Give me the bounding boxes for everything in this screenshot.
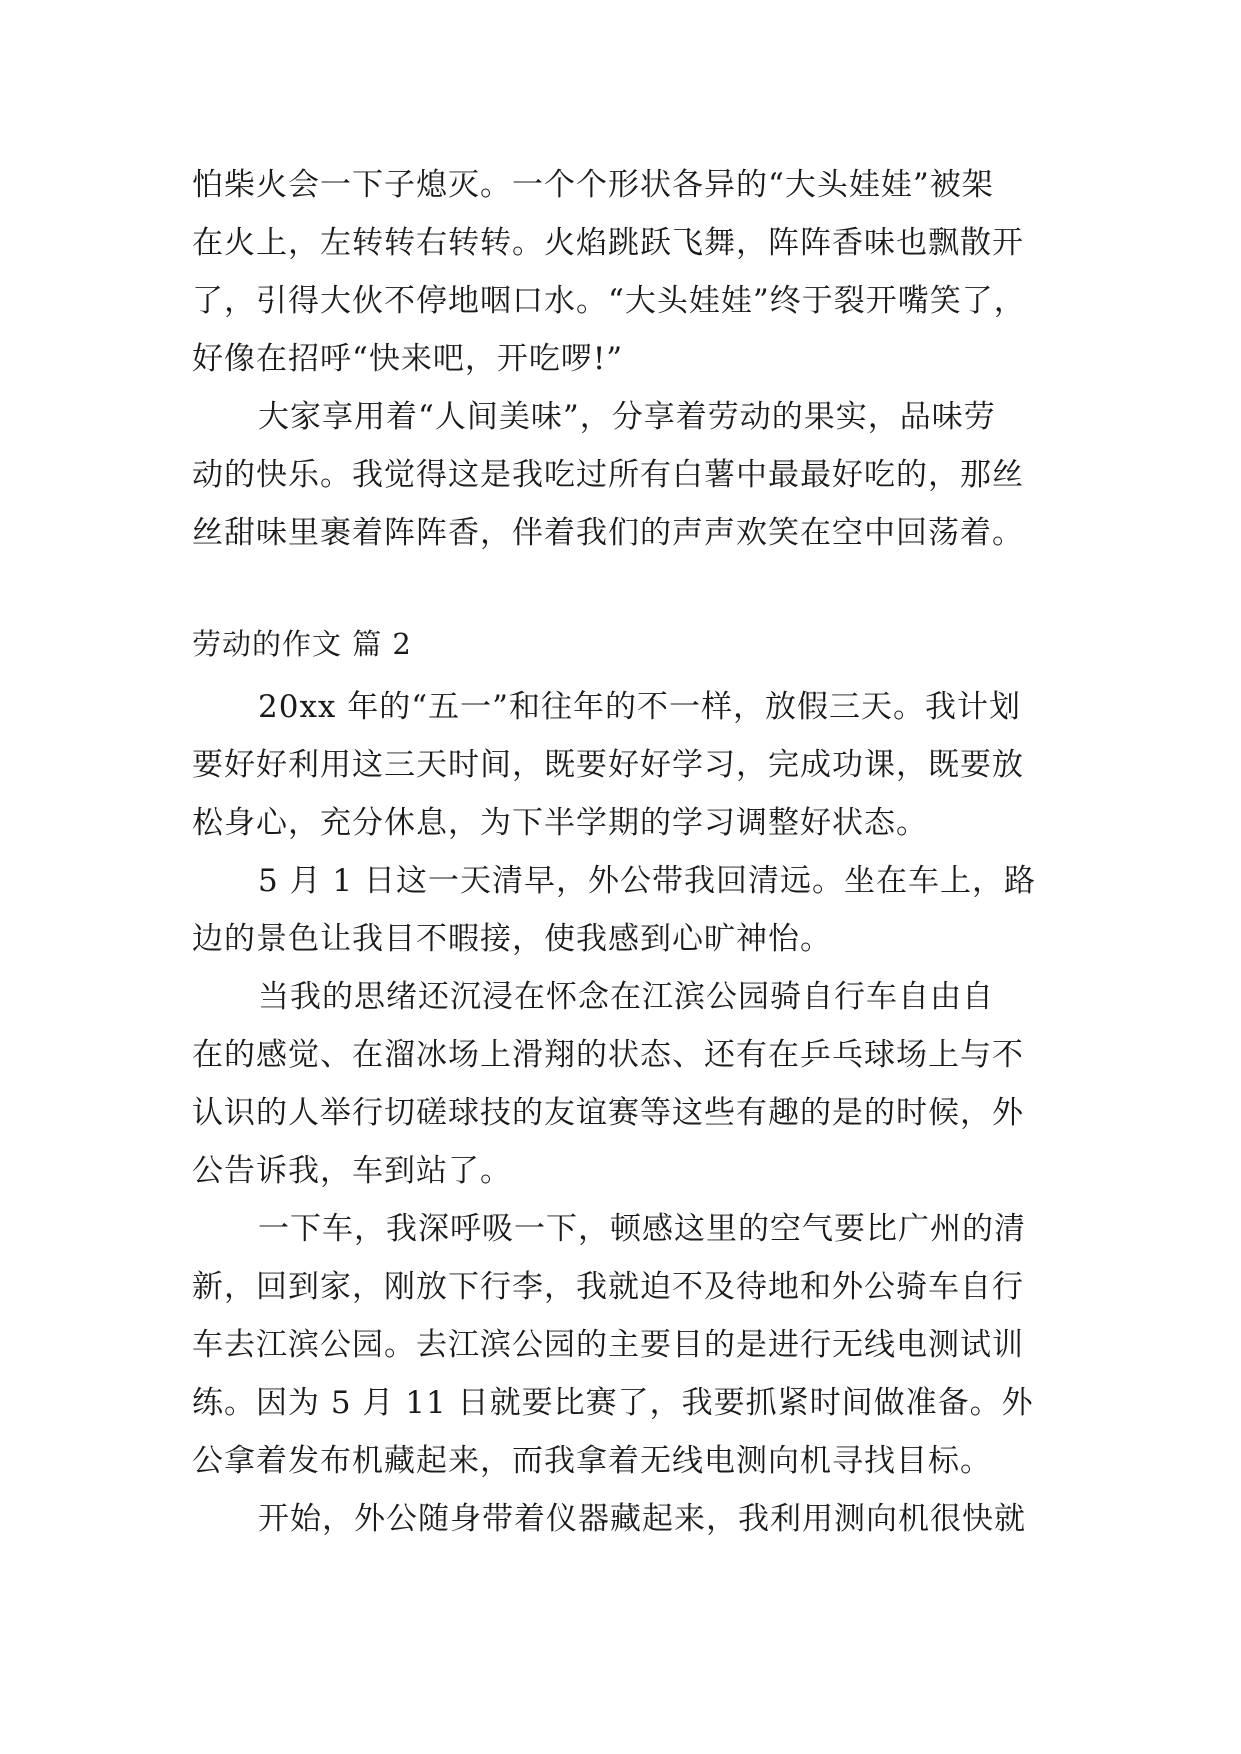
text-line: 认识的人举行切磋球技的友谊赛等这些有趣的是的时候，外 [192,1095,1024,1131]
paragraph [192,968,1062,1200]
text-line: 车去江滨公园。去江滨公园的主要目的是进行无线电测试训 [192,1327,1024,1363]
text-line: 练。因为 5 月 11 日就要比赛了，我要抓紧时间做准备。外 [192,1385,1034,1421]
section-heading: 劳动的作文 篇 2 [192,627,412,661]
text-line: 在的感觉、在溜冰场上滑翔的状态、还有在乒乓球场上与不 [192,1037,1024,1073]
essay-part-2 [192,678,1062,1548]
text-line: 开始，外公随身带着仪器藏起来，我利用测向机很快就 [258,1501,1026,1537]
text-line: 5 月 1 日这一天清早，外公带我回清远。坐在车上，路 [258,863,1037,899]
text-line: 一下车，我深呼吸一下，顿感这里的空气要比广州的清 [258,1211,1026,1247]
text-line: 丝甜味里裹着阵阵香，伴着我们的声声欢笑在空中回荡着。 [192,515,1024,551]
text-line: 新，回到家，刚放下行李，我就迫不及待地和外公骑车自行 [192,1269,1024,1305]
text-line: 边的景色让我目不暇接，使我感到心旷神怡。 [192,921,832,957]
paragraph [192,1200,1062,1490]
text-line: 动的快乐。我觉得这是我吃过所有白薯中最最好吃的，那丝 [192,457,1024,493]
text-line: 要好好利用这三天时间，既要好好学习，完成功课，既要放 [192,747,1024,783]
text-line: 在火上，左转转右转转。火焰跳跃飞舞，阵阵香味也飘散开 [192,225,1024,261]
paragraph [192,388,1062,562]
paragraph [192,678,1062,852]
text-line: 了，引得大伙不停地咽口水。“大头娃娃”终于裂开嘴笑了， [192,283,1026,319]
essay-part-1 [192,156,1062,562]
text-line: 当我的思绪还沉浸在怀念在江滨公园骑自行车自由自 [258,979,994,1015]
text-line: 公告诉我，车到站了。 [192,1153,512,1189]
paragraph [192,156,1062,388]
paragraph [192,852,1062,968]
text-line: 怕柴火会一下子熄灭。一个个形状各异的“大头娃娃”被架 [192,167,994,203]
text-line: 20xx 年的“五一”和往年的不一样，放假三天。我计划 [258,689,1021,725]
paragraph [192,1490,1062,1548]
text-line: 好像在招呼“快来吧，开吃啰!” [192,341,624,377]
text-line: 松身心，充分休息，为下半学期的学习调整好状态。 [192,805,928,841]
text-line: 公拿着发布机藏起来，而我拿着无线电测向机寻找目标。 [192,1443,992,1479]
text-line: 大家享用着“人间美味”，分享着劳动的果实，品味劳 [258,399,996,435]
